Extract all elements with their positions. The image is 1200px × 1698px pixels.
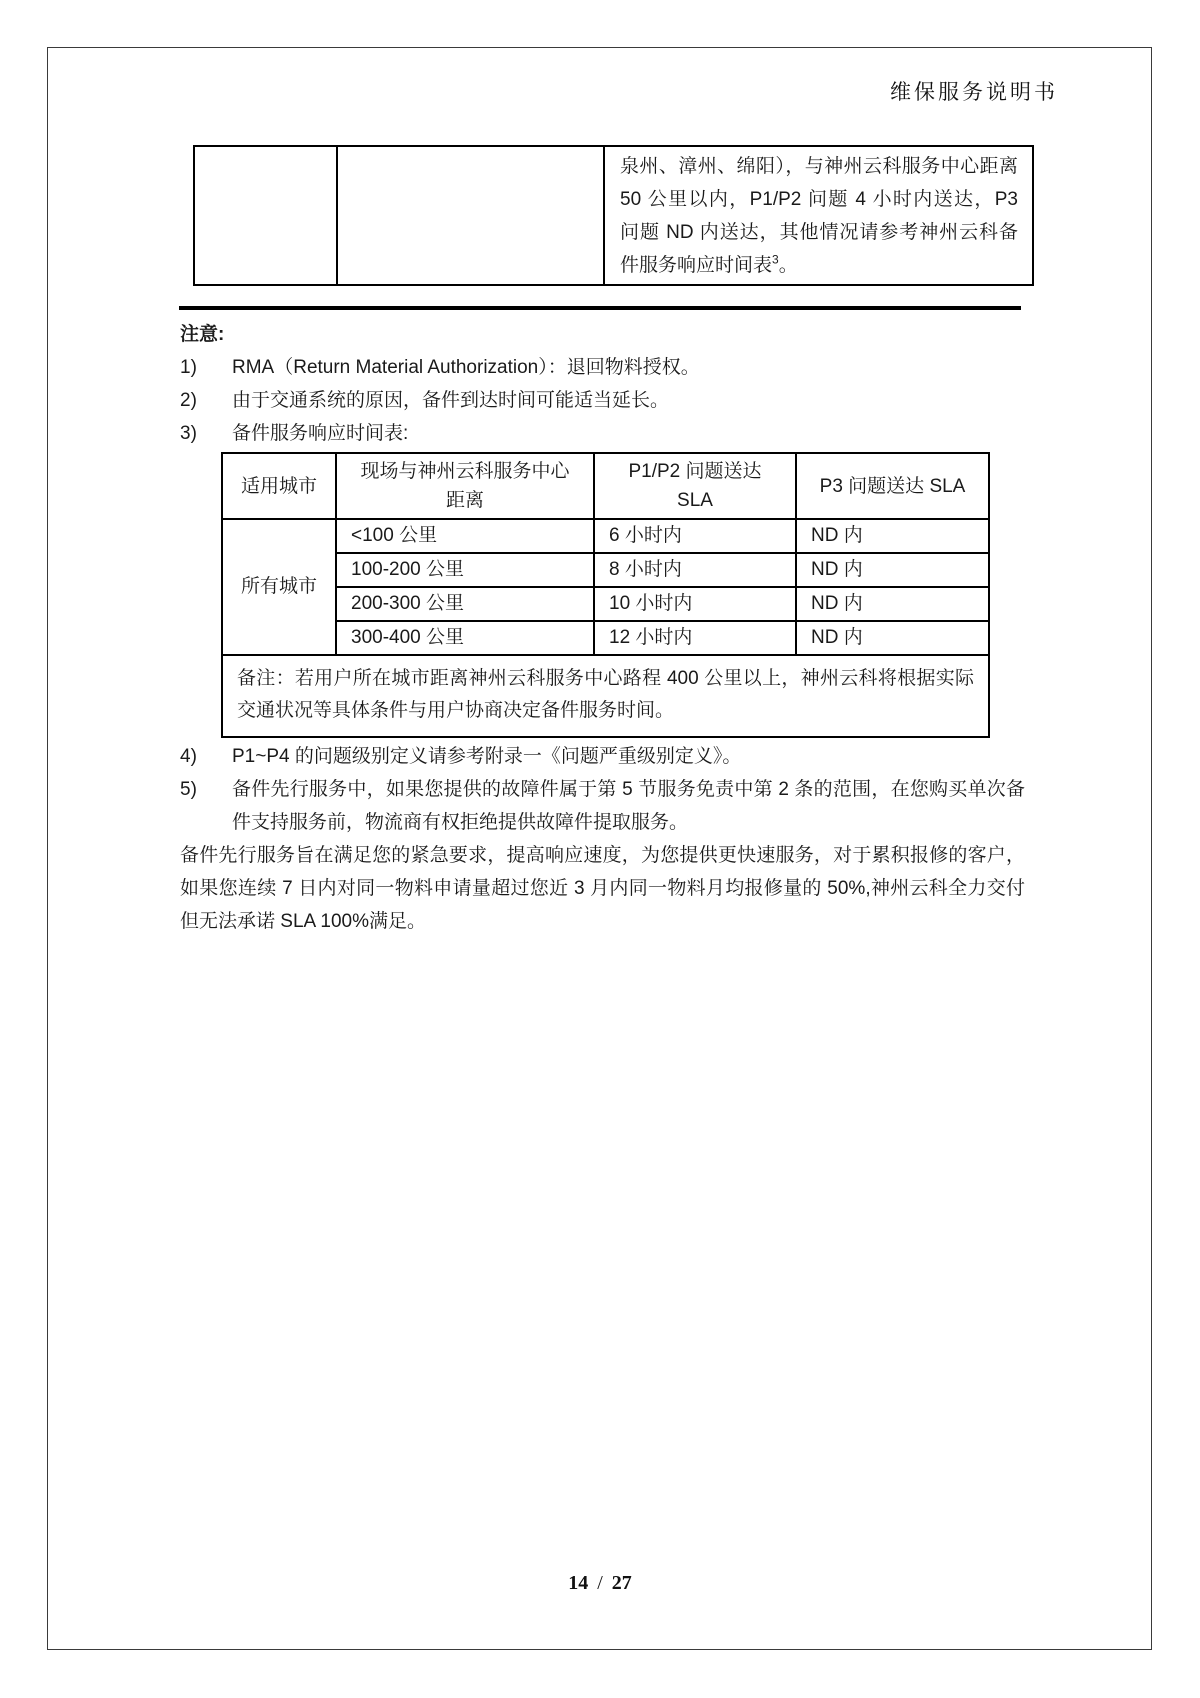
note-text-3: 备件服务响应时间表:: [232, 423, 409, 444]
sla-table: [221, 452, 990, 738]
note-item-3: [180, 417, 1025, 450]
sla-p3-2: ND 内: [796, 553, 989, 587]
continuation-cell-empty-2: [337, 146, 604, 285]
sla-header-distance-line1: 现场与神州云科服务中心: [360, 461, 570, 482]
note-text-5: 备件先行服务中，如果您提供的故障件属于第 5 节服务免责中第 2 条的范围，在您购买单次备件支持服务前，物流商有权拒绝提供故障件提取服务。: [232, 779, 1025, 833]
sla-header-city-label: 适用城市: [240, 475, 317, 497]
note-text-4: P1~P4 的问题级别定义请参考附录一《问题严重级别定义》。: [232, 746, 742, 767]
header-title: 维保服务说明书: [890, 80, 1058, 104]
sla-p3-3: ND 内: [796, 587, 989, 621]
section-divider: [179, 306, 1021, 310]
footer-page-total: 27: [611, 1572, 632, 1594]
sla-header-p1p2-line2: SLA: [677, 490, 713, 511]
sla-p1p2-3: 10 小时内: [594, 587, 796, 621]
sla-p3-1: ND 内: [796, 519, 989, 553]
page-footer: [0, 1572, 1200, 1595]
page-header: [890, 76, 1058, 106]
sla-distance-3: 200-300 公里: [336, 587, 594, 621]
sla-p1p2-1: 6 小时内: [594, 519, 796, 553]
sla-remark-row: [222, 655, 989, 737]
sla-header-distance-line2: 距离: [445, 490, 484, 511]
sla-remark: 备注：若用户所在城市距离神州云科服务中心路程 400 公里以上，神州云科将根据实际交通状况等具体条件与用户协商决定备件服务时间。: [222, 655, 989, 737]
continuation-text-end: 。: [778, 255, 798, 276]
sla-city-cell: 所有城市: [222, 519, 336, 655]
note-text-2: 由于交通系统的原因，备件到达时间可能适当延长。: [232, 390, 670, 411]
sla-header-p3: [796, 453, 989, 519]
closing-paragraph: 备件先行服务旨在满足您的紧急要求，提高响应速度，为您提供更快速服务，对于累积报修的客户，如果您连续 7 日内对同一物料申请量超过您近 3 月内同一物料月均报修量的 50%,神州云科全力交付但无法承诺 SLA 100%满足。: [180, 845, 1025, 932]
sla-header-p1p2-line1: P1/P2 问题送达: [628, 461, 762, 482]
continuation-cell-text: [604, 146, 1033, 285]
note-item-5: [180, 773, 1025, 839]
sla-header-p1p2: [594, 453, 796, 519]
sla-header-distance: [336, 453, 594, 519]
note-item-1: [180, 351, 1025, 384]
sla-distance-2: 100-200 公里: [336, 553, 594, 587]
footer-separator: /: [597, 1572, 603, 1594]
sla-header-p3-label: P3 问题送达 SLA: [819, 475, 966, 497]
note-number-1: 1): [180, 357, 197, 378]
notes-section: [180, 318, 1025, 450]
notes-heading: 注意:: [180, 324, 225, 345]
sla-row-3: [222, 587, 989, 621]
sla-distance-4: 300-400 公里: [336, 621, 594, 655]
notes-continued-section: [180, 740, 1025, 938]
continuation-row: [194, 146, 1033, 285]
footer-page-number: 14: [568, 1572, 589, 1594]
continuation-cell-empty-1: [194, 146, 337, 285]
sla-p1p2-2: 8 小时内: [594, 553, 796, 587]
sla-row-1: [222, 519, 989, 553]
note-number-5: 5): [180, 779, 197, 800]
note-number-2: 2): [180, 390, 197, 411]
footnote-ref-3: 3: [772, 252, 779, 267]
sla-header-row: [222, 453, 989, 519]
note-item-4: [180, 740, 1025, 773]
sla-p3-4: ND 内: [796, 621, 989, 655]
sla-header-city: [222, 453, 336, 519]
continuation-text: 泉州、漳州、绵阳），与神州云科服务中心距离 50 公里以内，P1/P2 问题 4 小时内送达，P3 问题 ND 内送达，其他情况请参考神州云科备件服务响应时间表: [620, 156, 1018, 276]
sla-distance-1: <100 公里: [336, 519, 594, 553]
note-item-2: [180, 384, 1025, 417]
note-number-3: 3): [180, 423, 197, 444]
note-number-4: 4): [180, 746, 197, 767]
note-text-1: RMA（Return Material Authorization）：退回物料授权。: [232, 357, 700, 378]
sla-row-4: [222, 621, 989, 655]
sla-row-2: [222, 553, 989, 587]
continuation-table: [193, 145, 1034, 286]
sla-p1p2-4: 12 小时内: [594, 621, 796, 655]
